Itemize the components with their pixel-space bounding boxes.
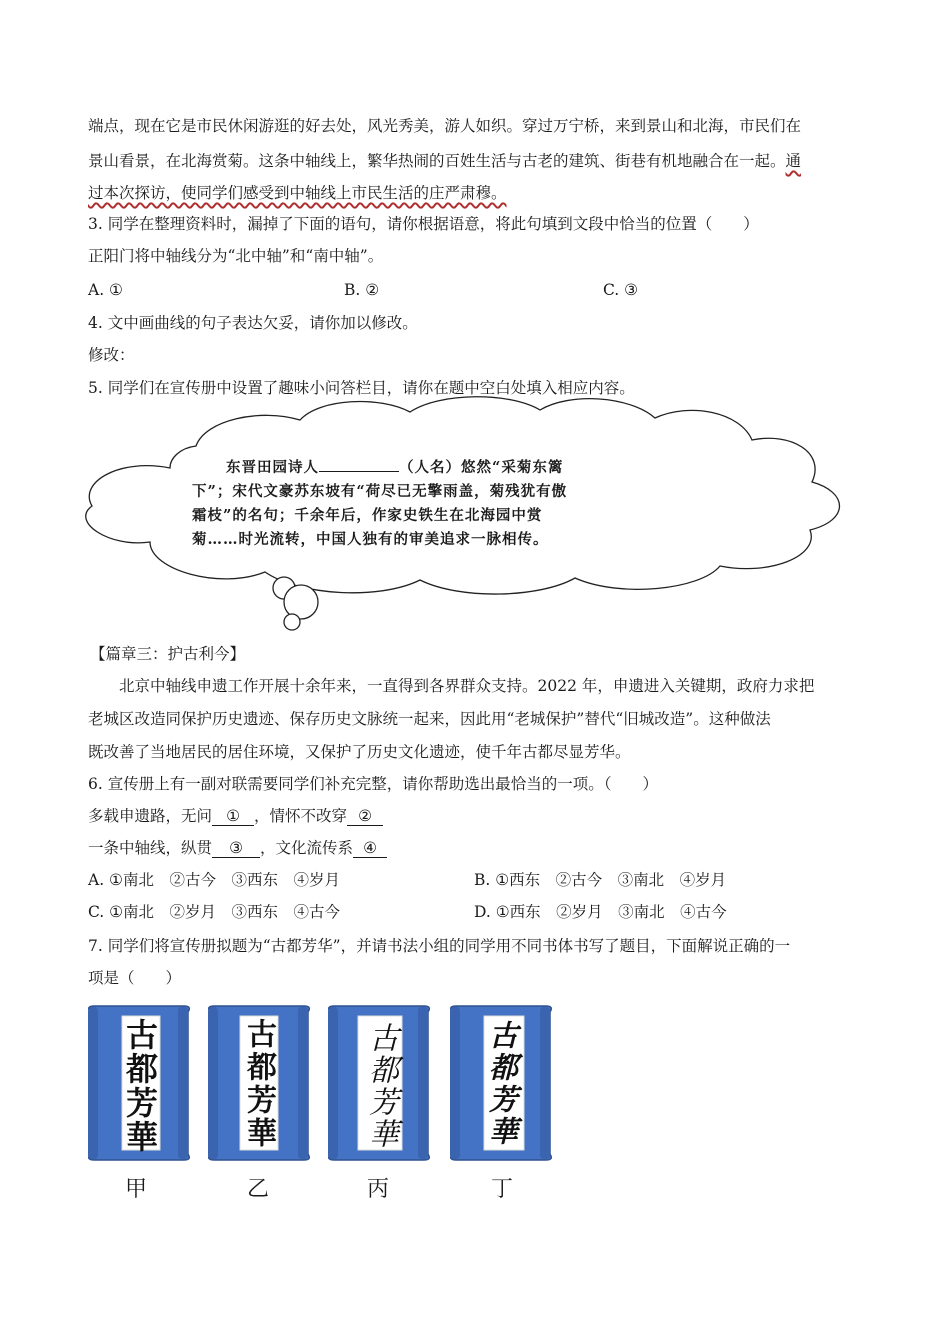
chapter-3-para-line-2: 老城区改造同保护历史遗迹、保存历史文脉统一起来，因此用“老城保护”替代“旧城改造”。这种做法	[88, 710, 771, 728]
scroll-label-jia: 甲	[124, 1177, 147, 1202]
question-4-stem: 4. 文中画曲线的句子表达欠妥，请你加以修改。	[88, 314, 418, 332]
chapter-3-para-line-1: 北京中轴线申遗工作开展十余年来，一直得到各界群众支持。2022 年，申遗进入关键期，政府力求把	[119, 677, 815, 695]
question-6-option-b[interactable]: B. ①西东 ②古今 ③南北 ④岁月	[474, 871, 727, 889]
question-5-stem: 5. 同学们在宣传册中设置了趣味小问答栏目，请你在题中空白处填入相应内容。	[88, 379, 635, 397]
passage-text: 景山看景，在北海赏菊。这条中轴线上，繁华热闹的百姓生活与古老的建筑、街巷有机地融合在一起。	[88, 152, 786, 170]
scroll-label-ding: 丁	[490, 1177, 513, 1202]
question-3-stem: 3. 同学在整理资料时，漏掉了下面的语句，请你根据语意，将此句填到文段中恰当的位置（ ）	[88, 215, 759, 233]
scroll-jia-calligraphy: 古都芳華	[121, 1018, 159, 1154]
question-6-option-c[interactable]: C. ①南北 ②岁月 ③西东 ④古今	[88, 903, 341, 921]
wavy-underlined-sentence-start: 通	[785, 152, 802, 170]
couplet-blank-3[interactable]: ③	[212, 839, 260, 858]
couplet-text: ，情怀不改穿	[254, 807, 348, 825]
wavy-underlined-sentence: 过本次探访，使同学们感受到中轴线上市民生活的庄严肃穆。	[88, 184, 507, 202]
scroll-label-yi: 乙	[246, 1177, 269, 1202]
couplet-blank-4[interactable]: ④	[353, 839, 387, 858]
chapter-3-para-line-3: 既改善了当地居民的居住环境，又保护了历史文化遗迹，使千年古都尽显芳华。	[88, 743, 631, 761]
question-3-option-a[interactable]: A. ①	[88, 281, 123, 299]
scroll-ding-calligraphy: 古都芳華	[485, 1020, 519, 1148]
scroll-label-bing: 丙	[366, 1177, 389, 1202]
couplet-line-1	[88, 806, 383, 826]
question-4-answer-label: 修改：	[88, 346, 135, 364]
question-7-stem-line-1: 7. 同学们将宣传册拟题为“古都芳华”，并请书法小组的同学用不同书体书写了题目，下面解说正确的一	[88, 937, 791, 955]
cloud-text: 东晋田园诗人	[226, 459, 319, 476]
question-3-option-c[interactable]: C. ③	[603, 281, 639, 299]
cloud-text-line-1	[226, 456, 563, 480]
question-3-sentence: 正阳门将中轴线分为“北中轴”和“南中轴”。	[88, 247, 384, 265]
question-6-option-d[interactable]: D. ①西东 ②岁月 ③南北 ④古今	[474, 903, 727, 921]
thought-cloud	[0, 0, 950, 660]
question-6-stem: 6. 宣传册上有一副对联需要同学们补充完整，请你帮助选出最恰当的一项。（ ）	[88, 775, 658, 793]
cloud-text: （人名）悠然“采菊东篱	[399, 459, 564, 476]
couplet-blank-1[interactable]: ①	[212, 807, 254, 826]
question-3-option-b[interactable]: B. ②	[344, 281, 380, 299]
passage-line-1: 端点，现在它是市民休闲游逛的好去处，风光秀美，游人如织。穿过万宁桥，来到景山和北海，市民们在	[88, 117, 802, 135]
couplet-text: ，文化流传系	[260, 839, 354, 857]
couplet-text: 一条中轴线，纵贯	[88, 839, 213, 857]
question-7-stem-line-2: 项是（ ）	[88, 969, 182, 987]
scroll-bing-calligraphy: 古都芳華	[363, 1022, 398, 1150]
cloud-text-line-2: 下”；宋代文豪苏东坡有“荷尽已无擎雨盖，菊残犹有傲	[192, 483, 568, 500]
cloud-text-line-3: 霜枝”的名句；千余年后，作家史铁生在北海园中赏	[192, 507, 543, 524]
question-6-option-a[interactable]: A. ①南北 ②古今 ③西东 ④岁月	[88, 871, 340, 889]
cloud-text-line-4: 菊……时光流转，中国人独有的审美追求一脉相传。	[192, 531, 549, 548]
chapter-3-title: 【篇章三：护古利今】	[90, 645, 246, 663]
scroll-yi-calligraphy: 古都芳華	[241, 1018, 276, 1150]
poet-name-blank[interactable]	[319, 471, 399, 472]
couplet-text: 多载申遗路，无问	[88, 807, 213, 825]
couplet-line-2	[88, 838, 387, 858]
couplet-blank-2[interactable]: ②	[347, 807, 383, 826]
